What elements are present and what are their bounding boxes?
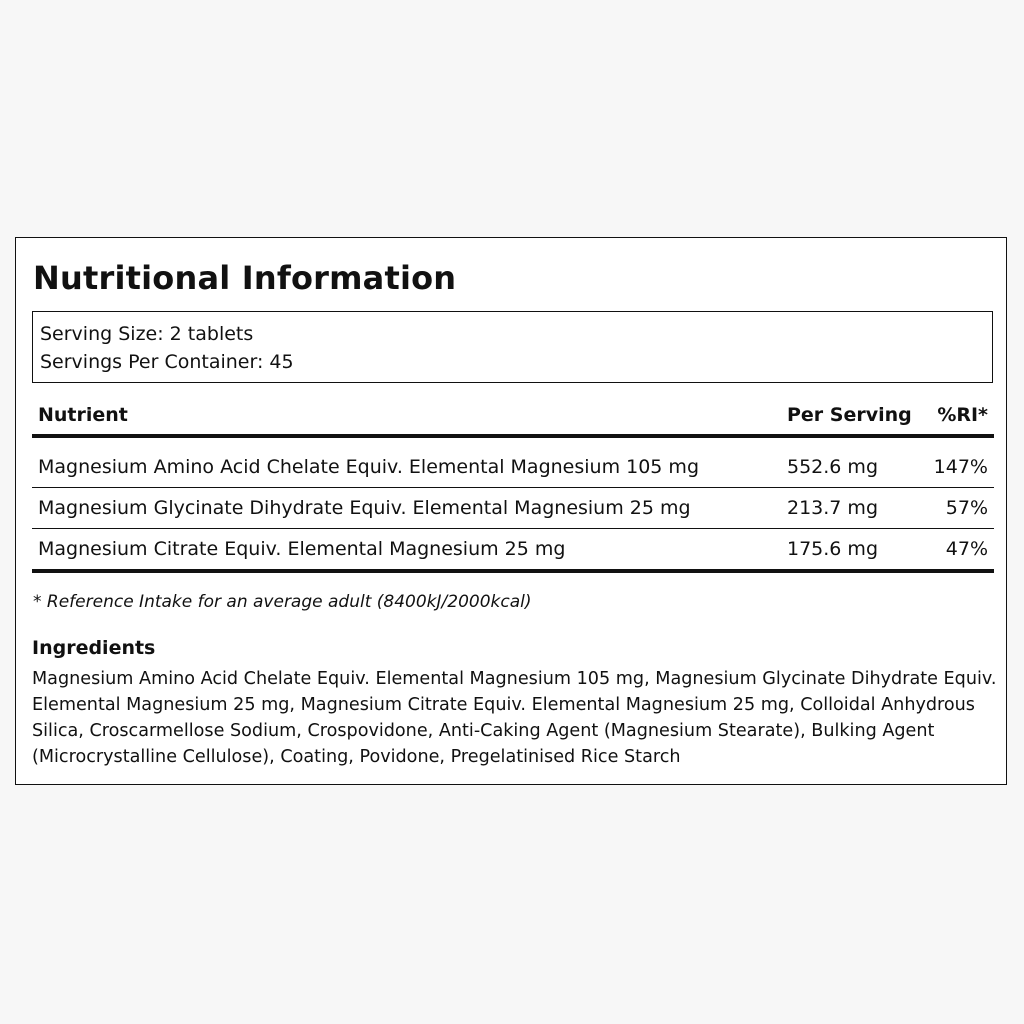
page-title: Nutritional Information bbox=[33, 259, 457, 297]
nutrient-name: Magnesium Glycinate Dihydrate Equiv. Elemental Magnesium 25 mg bbox=[38, 497, 691, 519]
column-header-per-serving: Per Serving bbox=[787, 404, 912, 426]
ingredients-text: Magnesium Amino Acid Chelate Equiv. Elemental Magnesium 105 mg, Magnesium Glycinate Dihydrate Equiv. Elemental Magnesium 25 mg, Magnesium Citrate Equiv. Elemental Magnesium 25 mg, Colloidal Anhydrous Silica, Croscarmellose Sodium, Crospovidone, Anti-Caking Agent (Magnesium Stearate), Bulking Agent (Microcrystalline Cellulose), Coating, Povidone, Pregelatinised Rice Starch bbox=[32, 669, 997, 767]
ingredients-heading: Ingredients bbox=[32, 637, 156, 659]
nutrient-name: Magnesium Citrate Equiv. Elemental Magnesium 25 mg bbox=[38, 538, 566, 560]
per-serving-value: 213.7 mg bbox=[787, 497, 879, 519]
nutrient-table bbox=[32, 396, 994, 573]
per-serving-value: 175.6 mg bbox=[787, 538, 879, 560]
serving-size: Serving Size: 2 tablets bbox=[40, 323, 254, 345]
column-header-ri: %RI* bbox=[937, 404, 988, 426]
nutrient-name: Magnesium Amino Acid Chelate Equiv. Elemental Magnesium 105 mg bbox=[38, 456, 700, 478]
reference-intake-footnote: * Reference Intake for an average adult (8400kJ/2000kcal) bbox=[33, 592, 532, 612]
table-header-row bbox=[32, 396, 994, 438]
serving-info-box bbox=[32, 311, 993, 383]
servings-per-container: Servings Per Container: 45 bbox=[40, 351, 294, 373]
ri-value: 57% bbox=[945, 497, 988, 519]
column-header-nutrient: Nutrient bbox=[38, 404, 128, 426]
table-row bbox=[32, 447, 994, 488]
nutrition-panel bbox=[15, 237, 1007, 785]
ri-value: 47% bbox=[945, 538, 988, 560]
table-row bbox=[32, 488, 994, 529]
per-serving-value: 552.6 mg bbox=[787, 456, 879, 478]
table-row bbox=[32, 529, 994, 573]
ri-value: 147% bbox=[933, 456, 988, 478]
